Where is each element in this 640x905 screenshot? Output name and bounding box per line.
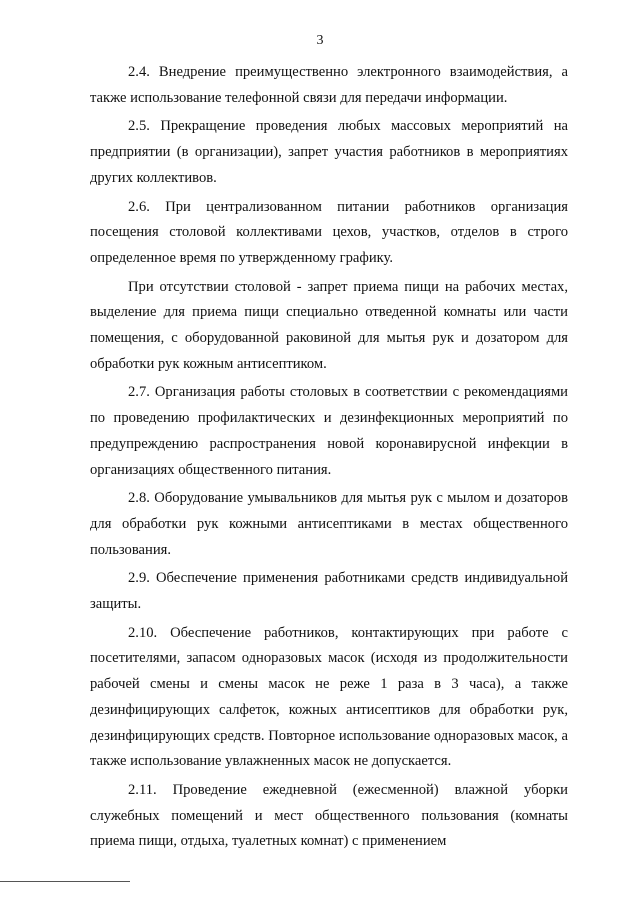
footnote-divider [0,881,130,882]
document-body [90,60,568,858]
paragraph-no-canteen: При отсутствии столовой - запрет приема пищи на рабочих местах, выделение для приема пищи специально отведенной комнаты или части помещения, с оборудованной раковиной для мытья рук и дозатором для обработки рук кожным антисептиком. [90,278,568,372]
paragraph-2-6: 2.6. При централизованном питании работников организация посещения столовой коллективами цехов, участков, отделов в строго определенное время по утвержденному графику. [90,198,568,266]
paragraph-2-11: 2.11. Проведение ежедневной (ежесменной) влажной уборки служебных помещений и мест общественного пользования (комнаты приема пищи, отдыха, туалетных комнат) с применением [90,781,568,850]
paragraph-2-4: 2.4. Внедрение преимущественно электронного взаимодействия, а также использование телефонной связи для передачи информации. [90,64,568,106]
paragraph-2-8: 2.8. Оборудование умывальников для мытья рук с мылом и дозаторов для обработки рук кожными антисептиками в местах общественного пользования. [90,490,568,558]
paragraph-2-10: 2.10. Обеспечение работников, контактирующих при работе с посетителями, запасом одноразовых масок (исходя из продолжительности рабочей смены и смены масок не реже 1 раза в 3 часа), а также дезинфицирующих салфеток, кожных антисептиков для обработки рук, дезинфицирующих средств. Повторное использование одноразовых масок, а также использование увлажненных масок не допускается. [90,624,568,770]
paragraph-2-5: 2.5. Прекращение проведения любых массовых мероприятий на предприятии (в организации), запрет участия работников в мероприятиях других коллективов. [90,118,568,186]
page-number: 3 [316,33,324,48]
paragraph-2-7: 2.7. Организация работы столовых в соответствии с рекомендациями по проведению профилактических и дезинфекционных мероприятий по предупреждению распространения новой коронавирусной инфекции в организациях общественного питания. [90,384,568,478]
paragraph-2-9: 2.9. Обеспечение применения работниками средств индивидуальной защиты. [90,570,568,613]
